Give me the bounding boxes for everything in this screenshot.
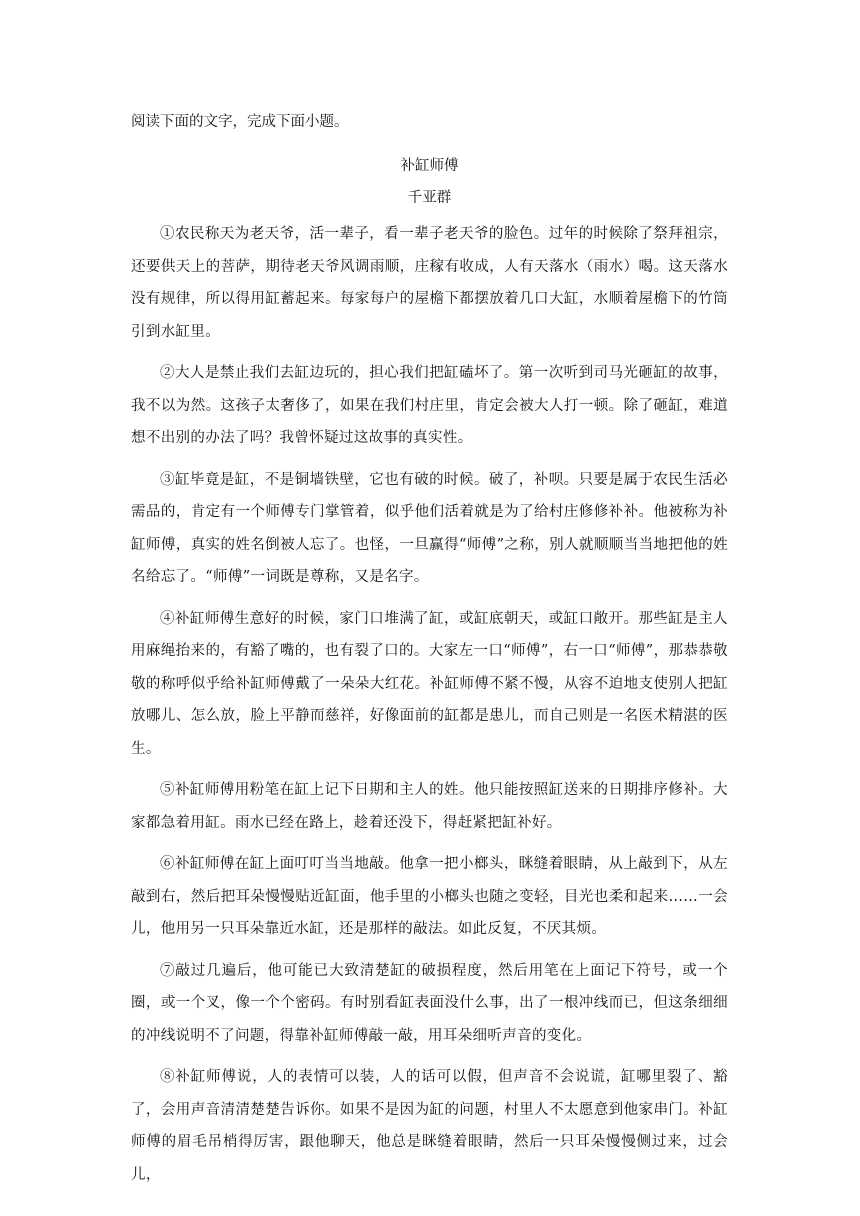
paragraph-3: ③缸毕竟是缸，不是铜墙铁壁，它也有破的时候。破了，补呗。只要是属于农民生活必需品的，肯定有一个师傅专门掌管着，似乎他们活着就是为了给村庄修修补补。他被称为补缸师傅，真实的姓名倒被人忘了。也怪，一旦赢得“师傅”之称，别人就顺顺当当地把他的姓名给忘了。“师傅”一词既是尊称，又是名字。: [131, 471, 728, 585]
paragraph-6: ⑥补缸师傅在缸上面叮叮当当地敲。他拿一把小榔头，眯缝着眼睛，从上敲到下，从左敲到右，然后把耳朵慢慢贴近缸面，他手里的小榔头也随之变轻，目光也柔和起来……一会儿，他用另一只耳朵靠近水缸，还是那样的敲法。如此反复，不厌其烦。: [131, 856, 728, 937]
article-title: 补缸师傅: [400, 158, 459, 174]
instruction-text: 阅读下面的文字，完成下面小题。: [131, 114, 349, 130]
article-author: 千亚群: [407, 190, 452, 206]
document-page: [131, 106, 728, 1200]
paragraph-4: ④补缸师傅生意好的时候，家门口堆满了缸，或缸底朝天，或缸口敞开。那些缸是主人用麻绳抬来的，有豁了嘴的，也有裂了口的。大家左一口“师傅”，右一口“师傅”，那恭恭敬敬的称呼似乎给补缸师傅戴了一朵朵大红花。补缸师傅不紧不慢，从容不迫地支使别人把缸放哪儿、怎么放，脸上平静而慈祥，好像面前的缸都是患儿，而自己则是一名医术精湛的医生。: [131, 610, 728, 757]
paragraph-7: ⑦敲过几遍后，他可能已大致清楚缸的破损程度，然后用笔在上面记下符号，或一个圈，或一个叉，像一个个密码。有时别看缸表面没什么事，出了一根冲线而已，但这条细细的冲线说明不了问题，得靠补缸师傅敲一敲，用耳朵细听声音的变化。: [131, 962, 728, 1044]
paragraph-1: ①农民称天为老天爷，活一辈子，看一辈子老天爷的脸色。过年的时候除了祭拜祖宗，还要供天上的菩萨，期待老天爷风调雨顺，庄稼有收成，人有天落水（雨水）喝。这天落水没有规律，所以得用缸蓄起来。每家每户的屋檐下都摆放着几口大缸，水顺着屋檐下的竹筒引到水缸里。: [131, 226, 728, 340]
paragraph-5: ⑤补缸师傅用粉笔在缸上记下日期和主人的姓。他只能按照缸送来的日期排序修补。大家都急着用缸。雨水已经在路上，趁着还没下，得赶紧把缸补好。: [131, 782, 728, 831]
paragraph-2: ②大人是禁止我们去缸边玩的，担心我们把缸磕坏了。第一次听到司马光砸缸的故事，我不以为然。这孩子太奢侈了，如果在我们村庄里，肯定会被大人打一顿。除了砸缸，难道想不出别的办法了吗？我曾怀疑过这故事的真实性。: [131, 365, 728, 446]
paragraph-8: ⑧补缸师傅说，人的表情可以装，人的话可以假，但声音不会说谎，缸哪里裂了、豁了，会用声音清清楚楚告诉你。如果不是因为缸的问题，村里人不太愿意到他家串门。补缸师傅的眉毛吊梢得厉害，跟他聊天，他总是眯缝着眼睛，然后一只耳朵慢慢侧过来，过会儿，: [131, 1069, 728, 1183]
